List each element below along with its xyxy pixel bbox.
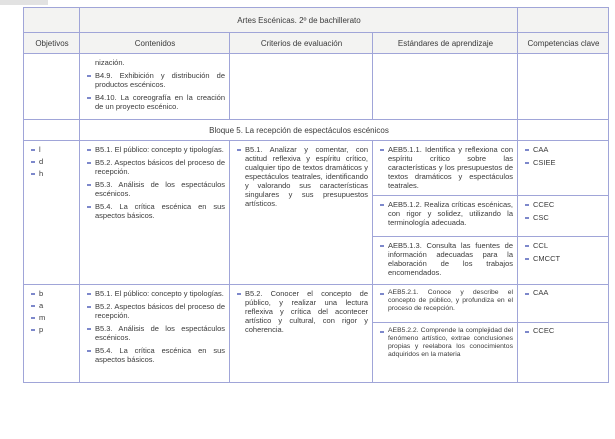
bullet-item: AEB5.1.1. Identifica y reflexiona con espíritu crítico sobre las características y los presupuestos de textos dramáticos y espectáculos teatrales.: [378, 145, 513, 190]
bullet-item: B5.3. Análisis de los espectáculos escénicos.: [85, 180, 225, 198]
carryover-estandares-cell: [373, 54, 518, 119]
estandar-cell: [373, 237, 518, 284]
page-edge-artifact: [0, 0, 48, 5]
title-row-empty-left-cell: [24, 8, 80, 32]
bullet-item: B5.4. La crítica escénica en sus aspectos básicos.: [85, 202, 225, 220]
bullet-item: B5.2. Aspectos básicos del proceso de recepción.: [85, 302, 225, 320]
title-row-empty-right-cell: [518, 8, 609, 32]
column-header-row: [24, 33, 609, 54]
bullet-item: AEB5.2.2. Comprende la complejidad del fenómeno artístico, extrae conclusiones propias y reelabora los conocimientos adquiridos en la materia: [378, 327, 513, 359]
objetivo-letter: p: [29, 325, 75, 334]
estandar-subrow: [373, 196, 608, 237]
bullet-item: B5.2. Conocer el concepto de público, y realizar una lectura reflexiva y crítica del acontecer artístico y cultural, con rigor y coherencia.: [235, 289, 368, 334]
competencia-code: CCEC: [523, 200, 605, 209]
competencia-code: CCL: [523, 241, 605, 250]
competencias-cell: [518, 237, 608, 284]
continuation-text: nización.: [95, 58, 125, 67]
objetivo-letter: l: [29, 145, 75, 154]
column-header-estandares: Estándares de aprendizaje: [373, 33, 518, 53]
objetivo-letter: d: [29, 157, 75, 166]
bloque5-banner-row: [24, 120, 609, 141]
objetivo-letter: m: [29, 313, 75, 322]
bloque5-banner: Bloque 5. La recepción de espectáculos escénicos: [80, 120, 518, 140]
carryover-competencias-cell: [518, 54, 609, 119]
competencias-cell: [518, 285, 608, 322]
bloque4-carryover-row: [24, 54, 609, 120]
objetivos-cell: [24, 141, 80, 284]
bullet-item: B4.10. La coreografía en la creación de un proyecto escénico.: [85, 93, 225, 111]
competencia-code: CAA: [523, 145, 605, 154]
competencias-cell: [518, 141, 608, 195]
table-title: Artes Escénicas. 2º de bachillerato: [80, 8, 518, 32]
bullet-item: B5.3. Análisis de los espectáculos escénicos.: [85, 324, 225, 342]
estandar-cell: [373, 323, 518, 382]
table-title-row: [24, 8, 609, 33]
objetivo-letter: h: [29, 169, 75, 178]
criterios-cell: [230, 141, 373, 284]
estandar-cell: [373, 141, 518, 195]
competencia-code: CMCCT: [523, 254, 605, 263]
bullet-item: B5.1. El público: concepto y tipologías.: [85, 289, 225, 298]
competencia-code: CCEC: [523, 327, 605, 335]
competencia-code: CAA: [523, 289, 605, 297]
competencias-cell: [518, 323, 608, 382]
table-row: [24, 141, 609, 285]
competencia-code: CSIEE: [523, 158, 605, 167]
objetivo-letter: b: [29, 289, 75, 298]
estandar-cell: [373, 285, 518, 322]
estandar-subrow: [373, 237, 608, 284]
contenidos-cell: [80, 141, 230, 284]
bullet-item: B5.2. Aspectos básicos del proceso de recepción.: [85, 158, 225, 176]
bullet-item: AEB5.1.3. Consulta las fuentes de información adecuadas para la elaboración de los trabajos encomendados.: [378, 241, 513, 277]
criterios-cell: [230, 285, 373, 382]
contenidos-cell: [80, 285, 230, 382]
bullet-item: B5.4. La crítica escénica en sus aspectos básicos.: [85, 346, 225, 364]
table-row: [24, 285, 609, 383]
column-header-objetivos: Objetivos: [24, 33, 80, 53]
competencia-code: CSC: [523, 213, 605, 222]
bullet-item: AEB5.2.1. Conoce y describe el concepto de público, y profundiza en el proceso de recepción.: [378, 289, 513, 313]
estandar-cell: [373, 196, 518, 236]
banner-empty-left-cell: [24, 120, 80, 140]
bullet-item: B5.1. Analizar y comentar, con actitud reflexiva y espíritu crítico, cualquier tipo de textos dramáticos y espectáculos teatrales, identificando y valorando sus características singulares y sus presupuestos artísticos.: [235, 145, 368, 208]
estandar-subrow: [373, 285, 608, 323]
curriculum-table: [23, 7, 609, 383]
estandar-subrow: [373, 323, 608, 382]
bullet-item: B5.1. El público: concepto y tipologías.: [85, 145, 225, 154]
bullet-item: AEB5.1.2. Realiza críticas escénicas, con rigor y solidez, utilizando la terminología adecuada.: [378, 200, 513, 227]
column-header-competencias: Competencias clave: [518, 33, 609, 53]
estandar-subrow: [373, 141, 608, 196]
column-header-criterios: Criterios de evaluación: [230, 33, 373, 53]
column-header-contenidos: Contenidos: [80, 33, 230, 53]
carryover-contenidos-cell: [80, 54, 230, 119]
objetivos-cell: [24, 285, 80, 382]
estandares-competencias-cell: [373, 141, 609, 284]
bullet-item: B4.9. Exhibición y distribución de productos escénicos.: [85, 71, 225, 89]
carryover-objetivos-cell: [24, 54, 80, 119]
banner-empty-right-cell: [518, 120, 609, 140]
carryover-criterios-cell: [230, 54, 373, 119]
competencias-cell: [518, 196, 608, 236]
objetivo-letter: a: [29, 301, 75, 310]
estandares-competencias-cell: [373, 285, 609, 382]
